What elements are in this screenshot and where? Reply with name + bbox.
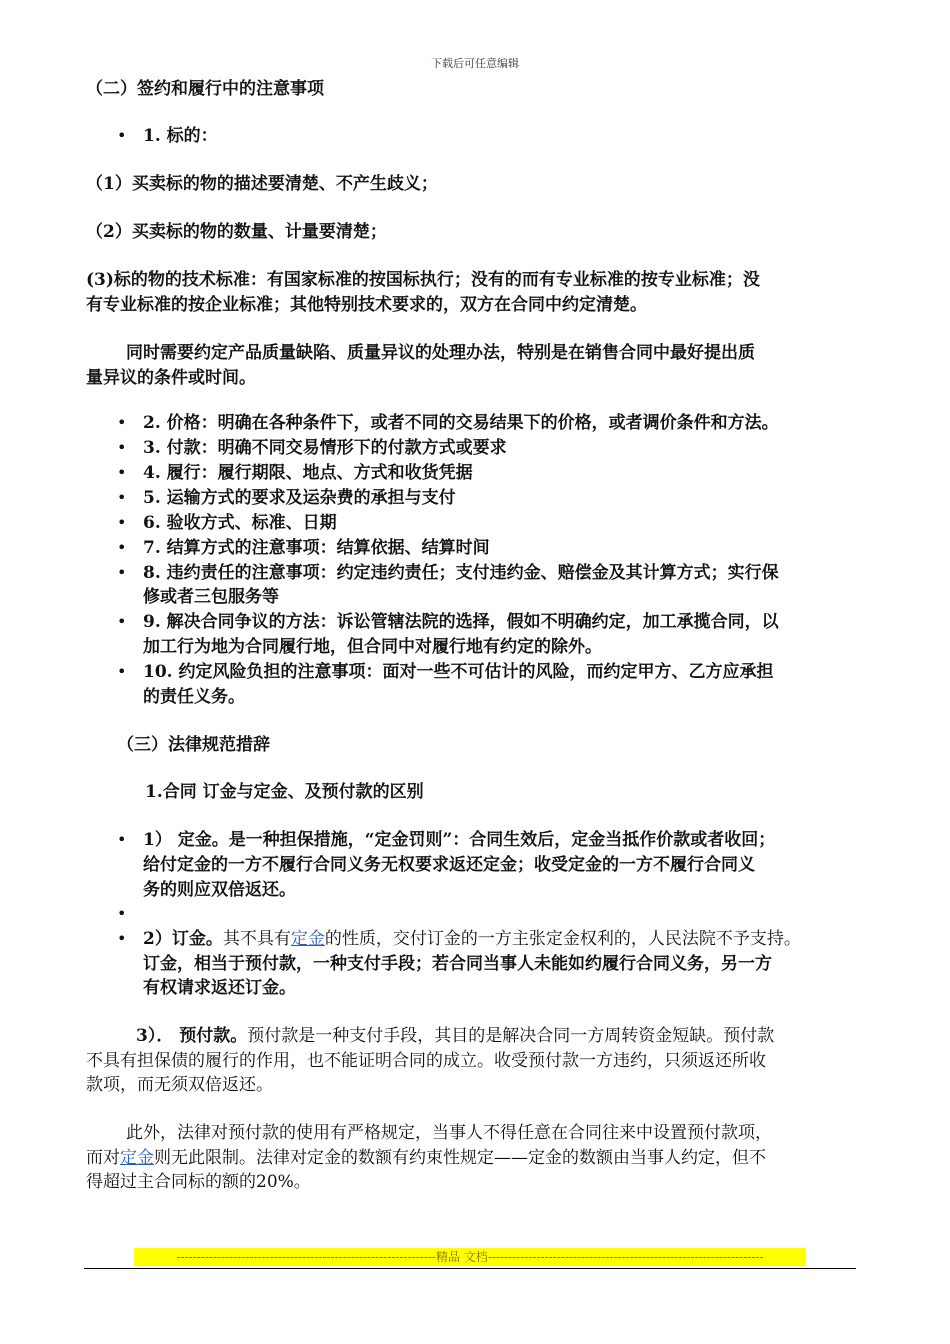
bullet: •	[117, 438, 127, 457]
item-7: 7. 结算方式的注意事项：结算依据、结算时间	[143, 538, 490, 558]
bullet: •	[117, 563, 127, 582]
deposit-line-1: 1） 定金。是一种担保措施，“定金罚则”：合同生效后，定金当抵作价款或者收回；	[143, 830, 776, 850]
prepayment-text: 预付款是一种支付手段，其目的是解决合同一方周转资金短缺。预付款	[247, 1026, 775, 1046]
bullet: •	[117, 612, 127, 631]
bullet: •	[117, 662, 127, 681]
bullet-empty: •	[117, 904, 127, 923]
earnest-text-a: 其不具有	[222, 929, 291, 949]
closing-line-2	[86, 1146, 766, 1170]
paragraph-3-line-1: (3)标的物的技术标准：有国家标准的按国标执行；没有的而有专业标准的按专业标准；没	[86, 270, 760, 290]
deposit-line-3: 务的则应双倍返还。	[143, 880, 296, 900]
closing-text-b: 则无此限制。法律对定金的数额有约束性规定——定金的数额由当事人约定，但不	[154, 1148, 766, 1168]
earnest-line-2: 订金，相当于预付款，一种支付手段；若合同当事人未能如约履行合同义务，另一方	[143, 954, 772, 974]
item-2: 2. 价格：明确在各种条件下，或者不同的交易结果下的价格，或者调价条件和方法。	[143, 413, 779, 433]
item-6: 6. 验收方式、标准、日期	[143, 513, 337, 533]
bullet: •	[117, 126, 127, 145]
item-9-line-2: 加工行为地为合同履行地，但合同中对履行地有约定的除外。	[143, 637, 602, 657]
paragraph-4-line-1: 同时需要约定产品质量缺陷、质量异议的处理办法，特别是在销售合同中最好提出质	[126, 343, 755, 363]
prepayment-line-1	[136, 1024, 774, 1048]
header-note: 下载后可任意编辑	[431, 57, 519, 70]
earnest-line-3: 有权请求返还订金。	[143, 978, 296, 998]
footer-rule	[84, 1268, 856, 1269]
item-1: 1. 标的：	[143, 126, 218, 146]
deposit-line-2: 给付定金的一方不履行合同义务无权要求返还定金；收受定金的一方不履行合同义	[143, 855, 755, 875]
earnest-line-1	[143, 927, 801, 951]
paragraph-1: （1）买卖标的物的描述要清楚、不产生歧义；	[86, 174, 438, 194]
item-10-line-1: 10. 约定风险负担的注意事项：面对一些不可估计的风险，而约定甲方、乙方应承担	[143, 662, 774, 682]
section-3-subtitle: 1.合同 订金与定金、及预付款的区别	[145, 782, 424, 802]
paragraph-2: （2）买卖标的物的数量、计量要清楚；	[86, 222, 387, 242]
item-5: 5. 运输方式的要求及运杂费的承担与支付	[143, 488, 456, 508]
item-8-line-1: 8. 违约责任的注意事项：约定违约责任；支付违约金、赔偿金及其计算方式；实行保	[143, 563, 779, 583]
closing-line-1: 此外，法律对预付款的使用有严格规定，当事人不得任意在合同往来中设置预付款项，	[126, 1123, 772, 1143]
paragraph-3-line-2: 有专业标准的按企业标准；其他特别技术要求的，双方在合同中约定清楚。	[86, 295, 647, 315]
bullet: •	[117, 929, 127, 948]
deposit-link[interactable]: 定金	[120, 1148, 154, 1168]
item-4: 4. 履行：履行期限、地点、方式和收货凭据	[143, 463, 473, 483]
closing-text-a: 而对	[86, 1148, 120, 1168]
item-8-line-2: 修或者三包服务等	[143, 587, 279, 607]
bullet: •	[117, 830, 127, 849]
deposit-link[interactable]: 定金	[290, 929, 325, 949]
bullet: •	[117, 538, 127, 557]
prepayment-label: 3）． 预付款。	[136, 1026, 248, 1046]
item-10-line-2: 的责任义务。	[143, 687, 245, 707]
bullet: •	[117, 413, 127, 432]
paragraph-4-line-2: 量异议的条件或时间。	[86, 368, 256, 388]
bullet: •	[117, 463, 127, 482]
bullet: •	[117, 488, 127, 507]
section-3-title: （三）法律规范措辞	[117, 735, 270, 755]
prepayment-line-2: 不具有担保债的履行的作用，也不能证明合同的成立。收受预付款一方违约，只须返还所收	[86, 1051, 766, 1071]
footer-band: ----------------------------------------------------------------精品 文档--------------------------------------------------------------------	[134, 1248, 806, 1266]
earnest-text-b: 的性质，交付订金的一方主张定金权利的，人民法院不予支持。	[324, 929, 801, 949]
section-2-title: （二）签约和履行中的注意事项	[86, 79, 324, 99]
item-9-line-1: 9. 解决合同争议的方法：诉讼管辖法院的选择，假如不明确约定，加工承揽合同，以	[143, 612, 779, 632]
item-3: 3. 付款：明确不同交易情形下的付款方式或要求	[143, 438, 507, 458]
bullet: •	[117, 513, 127, 532]
prepayment-line-3: 款项，而无须双倍返还。	[86, 1075, 273, 1095]
closing-line-3: 得超过主合同标的额的20%。	[86, 1172, 311, 1192]
earnest-label: 2）订金。	[143, 929, 223, 949]
